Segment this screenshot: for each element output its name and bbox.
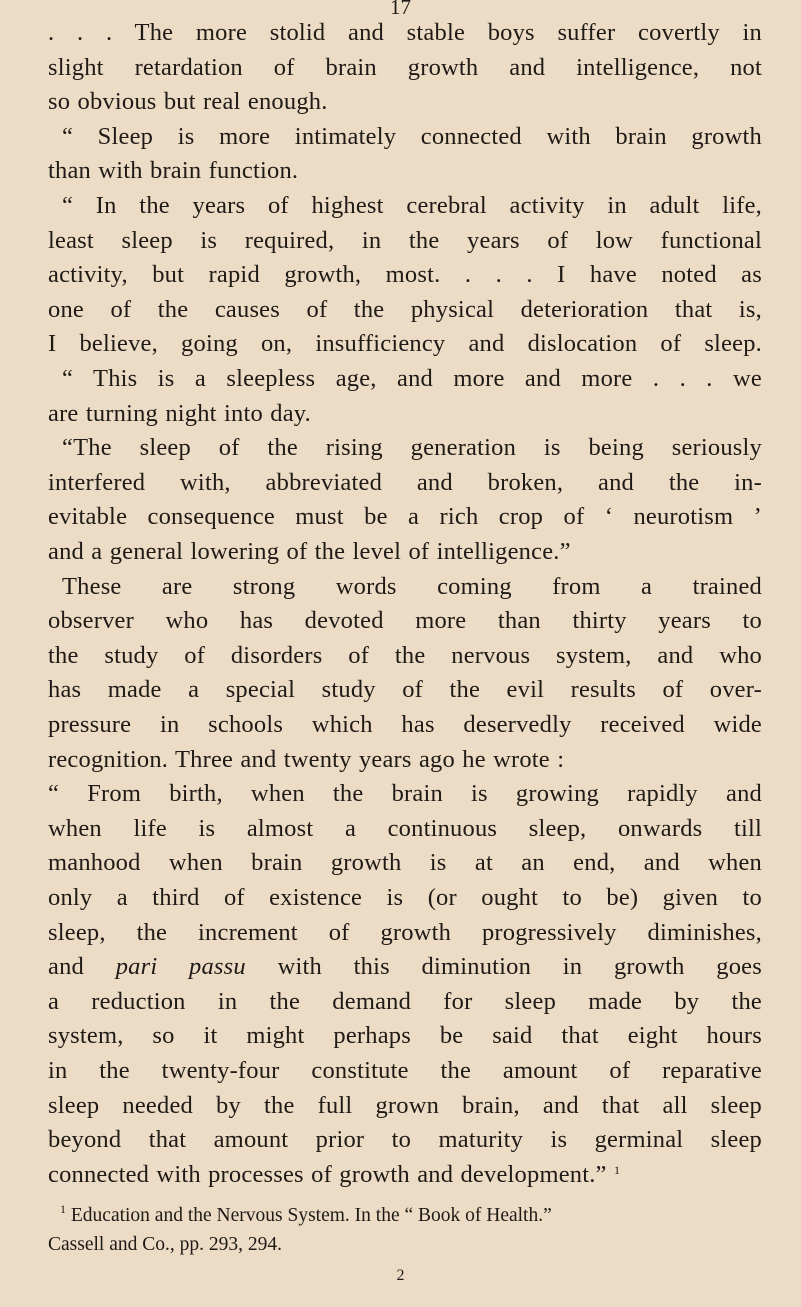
text-segment: “ From birth, when the brain is growing rapidly and	[48, 780, 762, 808]
text-segment: manhood when brain growth is at an end, and when	[48, 849, 762, 877]
text-segment: “ This is a sleepless age, and more and more . . . we	[62, 365, 762, 392]
text-line	[48, 538, 762, 566]
text-line	[48, 815, 762, 843]
text-line	[48, 88, 762, 116]
text-line	[48, 503, 762, 531]
text-segment: interfered with, abbreviated and broken, and the in-	[48, 468, 762, 496]
page-number: 17	[390, 0, 411, 19]
text-line	[48, 953, 762, 981]
text-segment: connected with processes of growth and development.”	[48, 1160, 607, 1188]
text-segment: are turning night into day.	[48, 399, 311, 427]
text-line	[62, 192, 762, 220]
text-segment: than with brain function.	[48, 157, 299, 185]
text-segment: pressure in schools which has deservedly received wide	[48, 711, 762, 738]
text-line	[48, 1161, 762, 1189]
footnote-reference: 1	[613, 1162, 621, 1177]
text-line	[48, 1022, 762, 1050]
text-segment: recognition. Three and twenty years ago he wrote :	[48, 745, 565, 773]
text-line	[62, 123, 762, 151]
text-segment: I believe, going on, insufficiency and dislocation of sleep.	[48, 330, 762, 358]
text-segment: sleep, the increment of growth progressively diminishes,	[48, 918, 762, 946]
footnote-line-2: Cassell and Co., pp. 293, 294.	[48, 1234, 282, 1255]
signature-mark: 2	[396, 1267, 405, 1284]
text-segment: “The sleep of the rising generation is being seriously	[62, 434, 762, 462]
text-line	[48, 400, 762, 428]
text-segment: “ Sleep is more intimately connected with brain growth	[62, 122, 762, 150]
text-line	[48, 676, 762, 704]
text-line	[48, 157, 762, 185]
text-line	[48, 711, 762, 739]
footnote-marker: 1	[60, 1202, 66, 1216]
text-line	[48, 884, 762, 912]
text-line	[48, 1057, 762, 1085]
text-line	[48, 1126, 762, 1154]
text-segment: “ In the years of highest cerebral activity in adult life,	[62, 192, 762, 219]
text-segment: activity, but rapid growth, most. . . . I have noted as	[48, 261, 762, 289]
text-segment: has made a special study of the evil results of over-	[48, 676, 762, 704]
text-line	[48, 296, 762, 324]
text-segment: least sleep is required, in the years of low functional	[48, 226, 762, 254]
text-line	[48, 469, 762, 497]
text-line	[48, 919, 762, 947]
text-line	[62, 573, 762, 601]
text-segment: These are strong words coming from a trained	[62, 572, 762, 600]
text-segment: one of the causes of the physical deterioration that is,	[48, 295, 762, 323]
text-line	[48, 54, 762, 82]
text-line	[48, 849, 762, 877]
text-line	[48, 746, 762, 774]
text-line	[48, 261, 762, 289]
text-segment: the study of disorders of the nervous system, and who	[48, 641, 762, 669]
text-line	[48, 227, 762, 255]
text-line	[62, 434, 762, 462]
text-line	[48, 988, 762, 1016]
text-segment: . . . The more stolid and stable boys suffer covertly in	[48, 19, 762, 46]
text-line	[48, 780, 762, 808]
text-segment: observer who has devoted more than thirty years to	[48, 607, 762, 635]
text-segment: and a general lowering of the level of intelligence.”	[48, 538, 571, 565]
footnote-line-1	[60, 1204, 552, 1228]
text-line	[48, 642, 762, 670]
text-line	[62, 365, 762, 393]
text-line	[48, 330, 762, 358]
text-segment: only a third of existence is (or ought to be) given to	[48, 884, 762, 911]
text-segment: a reduction in the demand for sleep made by the	[48, 987, 762, 1015]
text-line	[48, 1092, 762, 1120]
text-segment: and	[48, 953, 116, 981]
text-segment: evitable consequence must be a rich crop of ‘ neurotism ’	[48, 503, 762, 531]
text-line	[48, 607, 762, 635]
text-segment: system, so it might perhaps be said that eight hours	[48, 1022, 762, 1050]
text-segment: with this diminution in growth goes	[245, 953, 762, 981]
text-line	[48, 19, 762, 47]
text-segment: sleep needed by the full grown brain, and that all sleep	[48, 1091, 762, 1119]
text-segment: so obvious but real enough.	[48, 88, 328, 116]
footnote-text: Education and the Nervous System. In the “ Book of Health.”	[70, 1205, 552, 1226]
text-segment: slight retardation of brain growth and intelligence, not	[48, 53, 762, 81]
text-segment: beyond that amount prior to maturity is germinal sleep	[48, 1126, 762, 1154]
text-segment: when life is almost a continuous sleep, onwards till	[48, 814, 762, 842]
text-segment: in the twenty-four constitute the amount of reparative	[48, 1057, 762, 1084]
italic-phrase: pari passu	[115, 953, 246, 981]
